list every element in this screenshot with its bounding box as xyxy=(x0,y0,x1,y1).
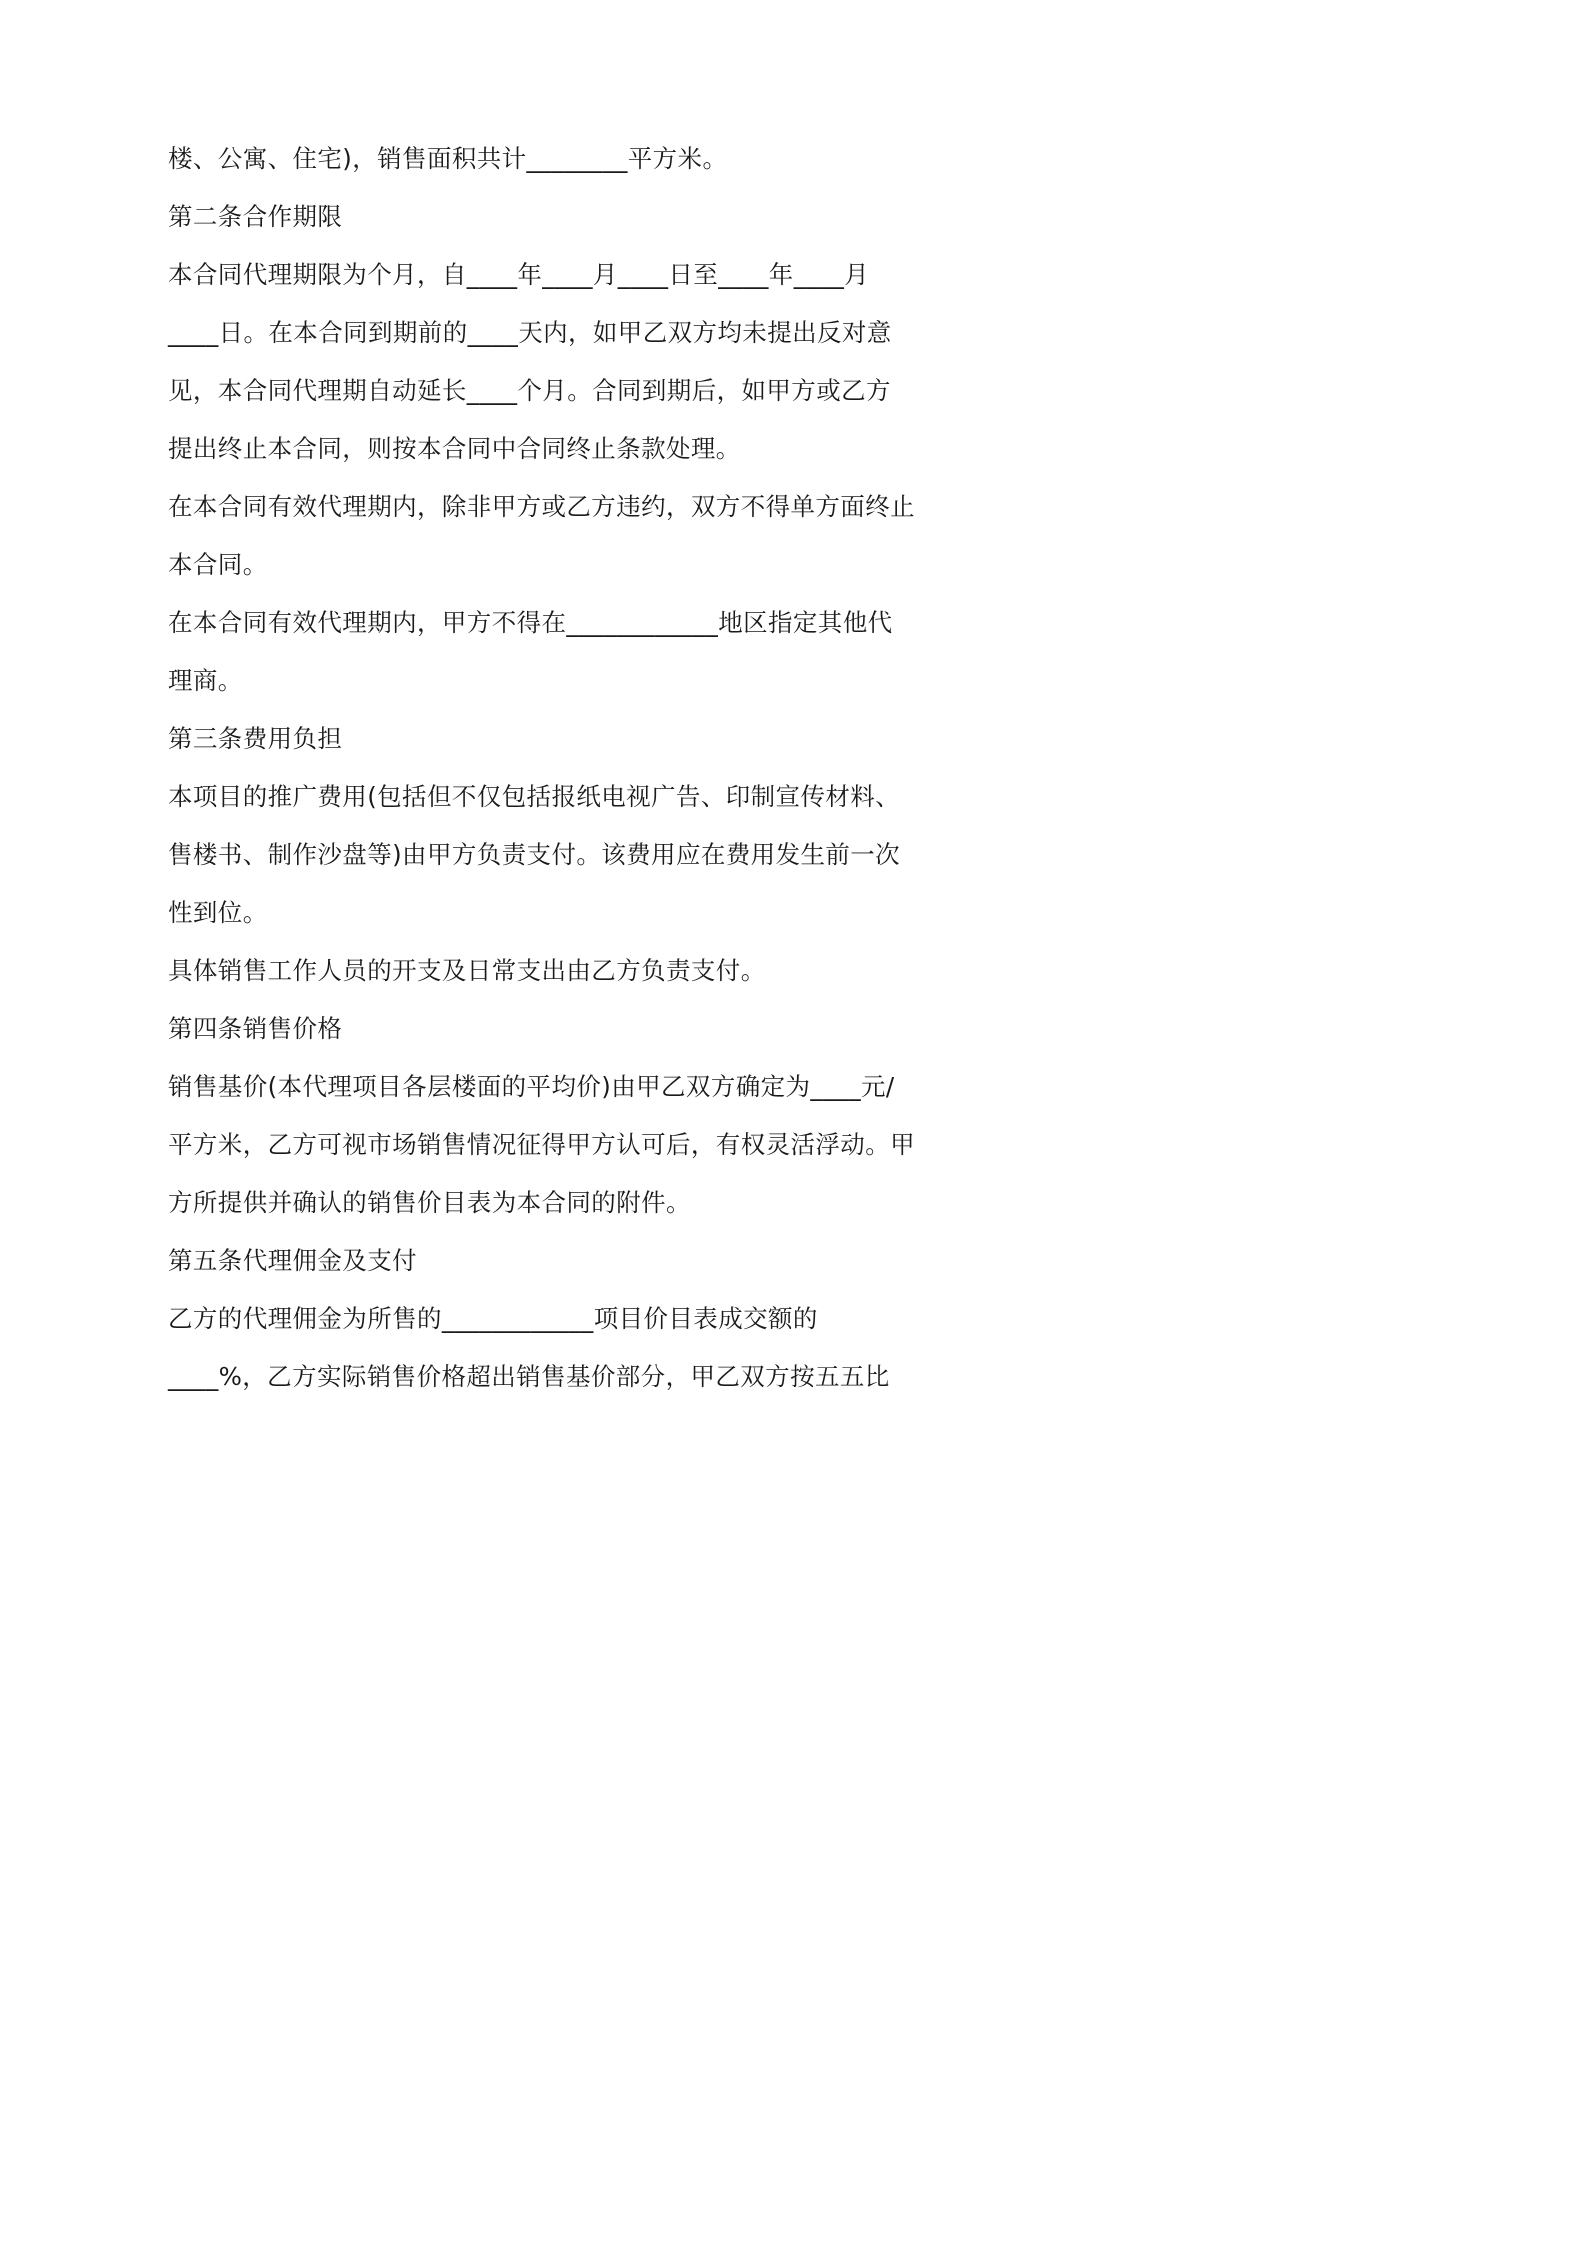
text-line: 乙方的代理佣金为所售的____________项目价目表成交额的 xyxy=(168,1304,818,1333)
section-heading: 第二条合作期限 xyxy=(168,202,343,231)
text-line: ____%，乙方实际销售价格超出销售基价部分，甲乙双方按五五比 xyxy=(168,1362,890,1391)
text-line: 性到位。 xyxy=(168,898,268,927)
text-line: 售楼书、制作沙盘等)由甲方负责支付。该费用应在费用发生前一次 xyxy=(168,840,901,869)
section-heading: 第四条销售价格 xyxy=(168,1014,343,1043)
text-line: 见，本合同代理期自动延长____个月。合同到期后，如甲方或乙方 xyxy=(168,376,891,405)
section-heading: 第三条费用负担 xyxy=(168,724,343,753)
text-line: 方所提供并确认的销售价目表为本合同的附件。 xyxy=(168,1188,691,1217)
text-line: 平方米，乙方可视市场销售情况征得甲方认可后，有权灵活浮动。甲 xyxy=(168,1130,915,1159)
text-line: 提出终止本合同，则按本合同中合同终止条款处理。 xyxy=(168,434,741,463)
text-line: ____日。在本合同到期前的____天内，如甲乙双方均未提出反对意 xyxy=(168,318,892,347)
text-line: 本合同。 xyxy=(168,550,268,579)
text-line: 本合同代理期限为个月，自____年____月____日至____年____月 xyxy=(168,260,870,289)
section-heading: 第五条代理佣金及支付 xyxy=(168,1246,417,1275)
text-line: 具体销售工作人员的开支及日常支出由乙方负责支付。 xyxy=(168,956,766,985)
text-line: 销售基价(本代理项目各层楼面的平均价)由甲乙双方确定为____元/ xyxy=(168,1072,895,1101)
text-line: 楼、公寓、住宅)，销售面积共计________平方米。 xyxy=(168,144,728,173)
text-line: 在本合同有效代理期内，甲方不得在____________地区指定其他代 xyxy=(168,608,893,637)
text-line: 本项目的推广费用(包括但不仅包括报纸电视广告、印制宣传材料、 xyxy=(168,782,901,811)
text-line: 在本合同有效代理期内，除非甲方或乙方违约，双方不得单方面终止 xyxy=(168,492,915,521)
text-line: 理商。 xyxy=(168,666,243,695)
document-page xyxy=(0,0,1100,1556)
